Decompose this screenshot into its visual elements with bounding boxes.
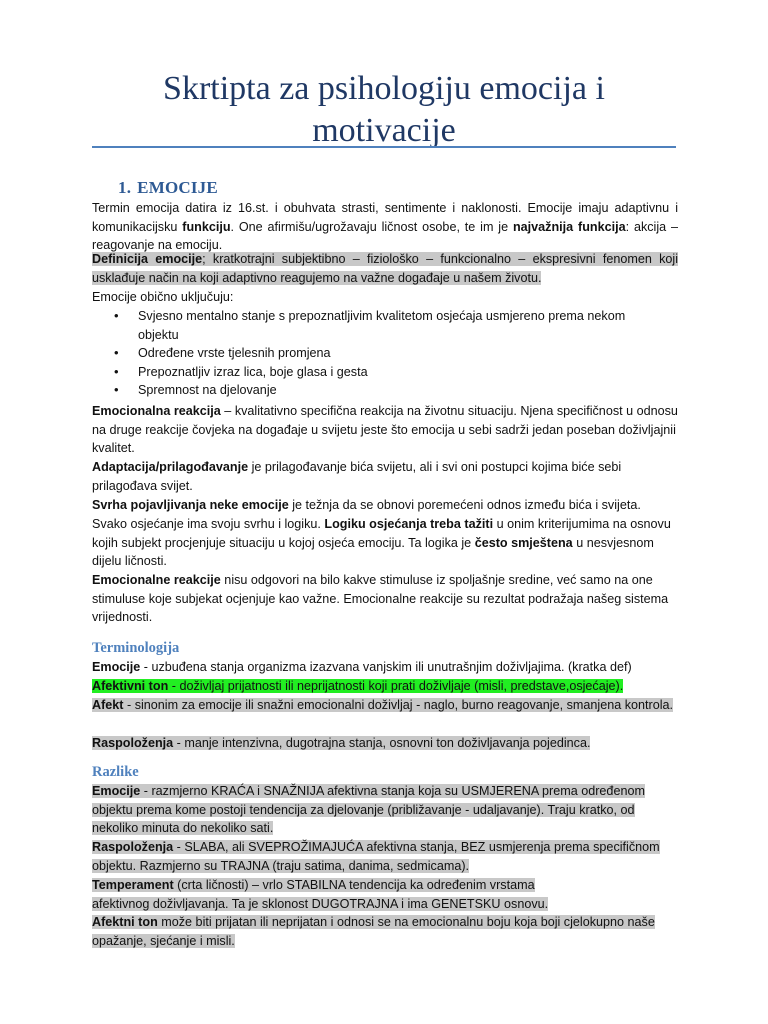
purpose-label: Svrha pojavljivanja neke emocije	[92, 498, 289, 512]
diff-emocije-text: - razmjerno KRAĆA i SNAŽNIJA afektivna stanja koja su USMJERENA prema određenom objektu prema kome postoji tendencija za djelovanje (približavanje - udaljavanje). Traju kratko, od nekoliko minuta do nekoliko sati.	[92, 784, 645, 836]
list-item-text: Svjesno mentalno stanje s prepoznatljivim kvalitetom osjećaja usmjereno prema nekom	[138, 309, 626, 323]
list-item-text: Prepoznatljiv izraz lica, boje glasa i gesta	[138, 364, 368, 379]
intro-bold-1: funkciju	[182, 219, 231, 234]
emotional-responses-text: nisu odgovori na bilo kakve stimuluse iz spoljašnje sredine, već samo na one stimuluse koje subjekat ocjenjuje kao važne. Emocionalne reakcije su rezultat podražaja našeg sistema vrijednosti.	[92, 573, 669, 625]
diff-temperament-text-2: afektivnog doživljavanja. Ta je sklonost DUGOTRAJNA i ima GENETSKU osnovu.	[92, 896, 549, 911]
diff-raspolozenja	[92, 838, 678, 875]
includes-label: Emocije obično uključuju:	[92, 290, 234, 304]
emotional-responses-paragraph	[92, 571, 678, 627]
purpose-paragraph	[92, 496, 678, 515]
term-afektivni-ton	[92, 677, 678, 696]
logic-label: Logiku osjećanja treba tažiti	[324, 517, 494, 531]
diff-raspolozenja-label: Raspoloženja	[92, 840, 174, 854]
emotional-responses-label: Emocionalne reakcije	[92, 573, 221, 587]
list-item	[92, 344, 678, 363]
list-item-text: Spremnost na djelovanje	[138, 383, 277, 398]
term-raspolozenja-label: Raspoloženja	[92, 736, 174, 750]
terminology-heading: Terminologija	[92, 640, 180, 656]
document-title: Skrtipta za psihologiju emocija i motivacije	[163, 70, 605, 149]
diff-raspolozenja-text: - SLABA, ali SVEPROŽIMAJUĆA afektivna stanja, BEZ usmjerenja prema specifičnom objektu. Razmjerno su TRAJNA (traju satima, danima, sedmicama).	[92, 840, 660, 873]
term-raspolozenja	[92, 734, 678, 753]
diff-afektni-text: može biti prijatan ili neprijatan i odnosi se na emocionalnu boju koja boji cjelokupno naše opažanje, sjećanje i misli.	[92, 915, 655, 948]
emotional-reaction-text: – kvalitativno specifična reakcija na životnu situaciju. Njena specifičnost u odnosu na druge reakcije čovjeka na događaje u svijetu jeste što emocija u sebi sadrži jedan poseban doživljajnii kvalitet.	[92, 404, 678, 456]
section-title: EMOCIJE	[137, 178, 218, 197]
term-emocije-text: - uzbuđena stanja organizma izazvana vanjskim ili unutrašnjim doživljajima. (kratka def)	[140, 660, 632, 674]
diff-temperament-text: (crta ličnosti) – vrlo STABILNA tendencija ka određenim vrstama	[173, 878, 535, 892]
adaptation-text: je prilagođavanje bića svijetu, ali i svi oni postupci kojima biće sebi prilagođava svijet.	[92, 460, 622, 493]
logic-text-3: u nesvjesnom dijelu ličnosti.	[92, 535, 654, 569]
intro-bold-2: najvažnija funkcija	[512, 219, 626, 234]
intro-text-2: . One afirmišu/ugrožavaju ličnost osobe, te im je	[230, 219, 509, 234]
logic-paragraph	[92, 515, 678, 571]
logic-bold-2: često smještena	[474, 535, 573, 550]
term-emocije	[92, 658, 678, 677]
section-heading-emocije	[118, 178, 218, 198]
term-afekt-label: Afekt	[92, 698, 124, 712]
intro-text-3: : akcija – reagovanje na emociju.	[92, 219, 678, 253]
diff-emocije-label: Emocije	[92, 784, 141, 798]
adaptation-label: Adaptacija/prilagođavanje	[92, 460, 249, 474]
term-afekt-text: - sinonim za emocije ili snažni emocionalni doživljaj - naglo, burno reagovanje, smanjena kontrola.	[123, 698, 674, 712]
diff-afektni-label: Afektni ton	[92, 915, 158, 929]
term-afekt	[92, 696, 678, 715]
list-item-continuation: objektu	[138, 327, 179, 342]
logic-text-1: Svako osjećanje ima svoju svrhu i logiku.	[92, 517, 321, 531]
logic-text-2: u onim kriterijumima na osnovu kojih subjekt procjenjuje situaciju u kojoj osjeća emociju. Ta logika je	[92, 517, 671, 550]
term-afektivni-text: - doživljaj prijatnosti ili neprijatnosti koji prati doživljaje (misli, predstave,osjećaje).	[168, 679, 624, 693]
definition-label: Definicija emocije	[92, 252, 203, 266]
list-item	[92, 381, 678, 400]
term-afektivni-label: Afektivni ton	[92, 679, 169, 693]
diff-temperament-label: Temperament	[92, 878, 174, 892]
definition-paragraph	[92, 250, 678, 287]
section-number: 1.	[118, 178, 132, 197]
title-divider	[92, 146, 676, 148]
purpose-text: je težnja da se obnovi poremećeni odnos između bića i svijeta.	[288, 498, 641, 512]
list-item	[92, 307, 678, 344]
intro-text-1: Termin emocija datira iz 16.st. i obuhvata strasti, sentimente i naklonosti. Emocije imaju adaptivnu i komunikacijsku	[92, 201, 678, 234]
list-item-text: Određene vrste tjelesnih promjena	[138, 346, 331, 361]
list-item	[92, 363, 678, 382]
diff-emocije	[92, 782, 678, 838]
emotional-reaction-paragraph	[92, 402, 678, 458]
emotion-components-list	[92, 307, 678, 400]
differences-heading: Razlike	[92, 764, 139, 780]
definition-text: ; kratkotrajni subjektibno – fiziološko – funkcionalno – ekspresivni fenomen koji usklađuje način na koji adaptivno reagujemo na važne događaje u našem životu.	[92, 252, 679, 285]
diff-temperament	[92, 876, 678, 913]
emotional-reaction-label: Emocionalna reakcija	[92, 404, 221, 418]
diff-afektni-ton	[92, 913, 678, 950]
adaptation-paragraph	[92, 458, 678, 495]
term-raspolozenja-text: - manje intenzivna, dugotrajna stanja, osnovni ton doživljavanja pojedinca.	[173, 736, 591, 750]
intro-paragraph	[92, 199, 678, 255]
term-emocije-label: Emocije	[92, 660, 141, 674]
